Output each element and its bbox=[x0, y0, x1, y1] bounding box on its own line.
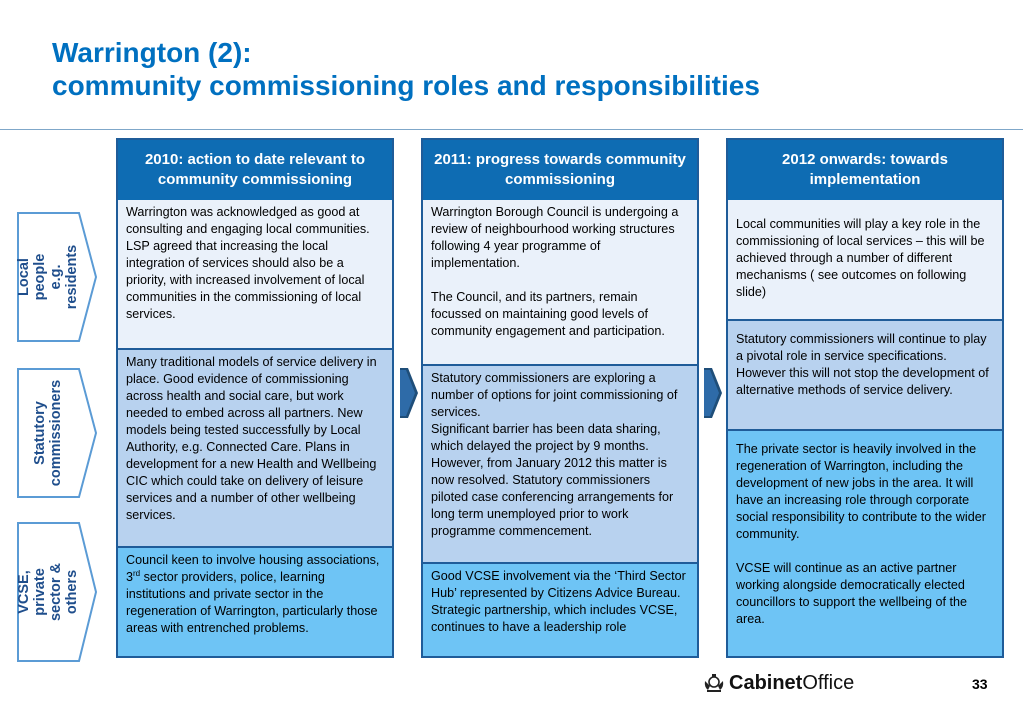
chevron-right-icon bbox=[703, 367, 723, 419]
cell-local-people: Local communities will play a key role in the commissioning of local services – this will be achieved through a number of different mechanisms ( see outcomes on following slide) bbox=[728, 200, 1002, 319]
column-2010 bbox=[116, 138, 394, 658]
superscript: rd bbox=[133, 568, 141, 578]
cell-statutory-commissioners: Statutory commissioners are exploring a number of options for joint commissioning of services. Significant barrier has been data sharing, which delayed the project by 9 months. However, from January 2012 this matter is now resolved. Statutory commissioners piloted case conferencing arrangements for long term unemployed prior to work programme commencement. bbox=[423, 366, 697, 562]
logo-bold-text: Cabinet bbox=[729, 672, 803, 694]
cell-vcse-private-sector bbox=[118, 548, 392, 656]
cell-local-people: Warrington Borough Council is undergoing a review of neighbourhood working structures following 4 year programme of implementation. The Council, and its partners, remain focussed on maintaining good levels of community engagement and participation. bbox=[423, 200, 697, 364]
cell-vcse-private-sector: Good VCSE involvement via the ‘Third Sector Hub’ represented by Citizens Advice Bureau. Strategic partnership, which includes VCSE, continues to have a leadership role bbox=[423, 564, 697, 656]
column-header: 2011: progress towards community commissioning bbox=[423, 140, 697, 200]
column-header: 2012 onwards: towards implementation bbox=[728, 140, 1002, 200]
row-label-statutory-commissioners bbox=[17, 368, 97, 498]
row-label-vcse-private-sector bbox=[17, 522, 97, 662]
column-2011 bbox=[421, 138, 699, 658]
cabinet-office-logo bbox=[703, 672, 854, 694]
cell-vcse-private-sector: The private sector is heavily involved in the regeneration of Warrington, including the development of new jobs in the area. It will have an increasing role through corporate social responsibility to contribute to the wider community. VCSE will continue as an active partner working alongside democratically elected councillors to support the wellbeing of the area. bbox=[728, 431, 1002, 656]
title-divider bbox=[0, 129, 1023, 130]
row-label-text: Statutory commissioners bbox=[32, 379, 65, 487]
column-header: 2010: action to date relevant to community commissioning bbox=[118, 140, 392, 200]
logo-regular-text: Office bbox=[802, 672, 855, 694]
cell-text: sector providers, police, learning institutions and private sector in the regeneration of Warrington, particularly those areas with entrenched problems. bbox=[126, 570, 378, 635]
cell-local-people: Warrington was acknowledged as good at consulting and engaging local communities. LSP agreed that increasing the local integration of services should also be a priority, with increased involvement of local communities in the commissioning of local services. bbox=[118, 200, 392, 348]
cell-text: Council keen to involve housing associations, 3 bbox=[126, 553, 380, 584]
row-label-text: VCSE, private sector & others bbox=[16, 562, 80, 622]
chevron-right-icon bbox=[399, 367, 419, 419]
cell-statutory-commissioners: Statutory commissioners will continue to play a pivotal role in service specifications. However this will not stop the development of alternative methods of service delivery. bbox=[728, 321, 1002, 429]
cell-statutory-commissioners: Many traditional models of service delivery in place. Good evidence of commissioning across health and social care, but work needed to embed across all partners. New models being tested successfully by Local Authority, e.g. Connected Care. Plans in development for a new Health and Wellbeing CIC which could take on delivery of leisure services and a number of other wellbeing services. bbox=[118, 350, 392, 546]
column-2012-onwards bbox=[726, 138, 1004, 658]
title-line-2: community commissioning roles and responsibilities bbox=[52, 70, 760, 101]
title-line-1: Warrington (2): bbox=[52, 37, 252, 68]
page-number: 33 bbox=[972, 676, 988, 692]
row-label-local-people bbox=[17, 212, 97, 342]
logo-wordmark bbox=[729, 672, 854, 694]
royal-crest-icon bbox=[703, 673, 725, 693]
slide-title bbox=[52, 36, 760, 102]
row-label-text: Local people e.g. residents bbox=[16, 244, 80, 310]
